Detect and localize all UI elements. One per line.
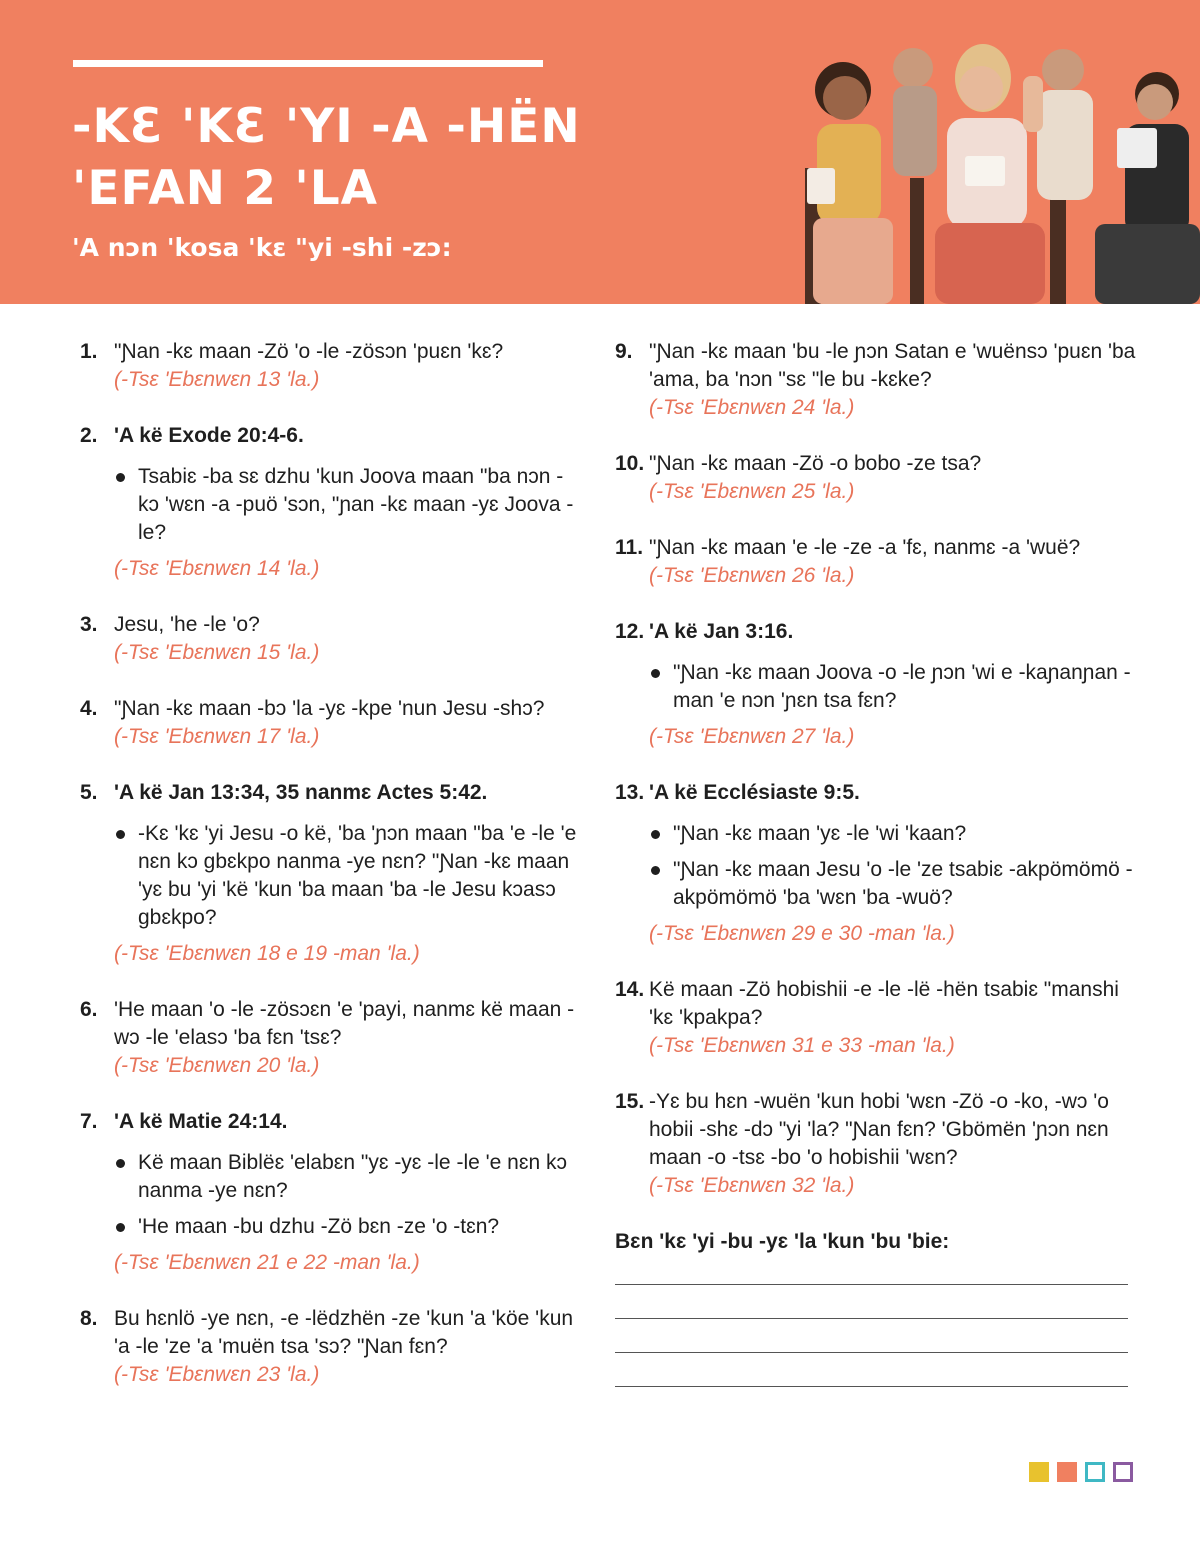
lesson-reference: (-Tsɛ 'Ebɛnwɛn 17 'la.): [114, 725, 320, 748]
question-text: "Ɲan -kɛ maan -Zö -o bobo -ze tsa?: [649, 452, 982, 475]
question-item: [80, 1108, 580, 1277]
note-line[interactable]: [615, 1318, 1128, 1319]
question-number: 7.: [80, 1110, 98, 1133]
square-teal: [1085, 1462, 1105, 1482]
question-item: [615, 534, 1145, 590]
question-item: [615, 338, 1145, 422]
lesson-reference: (-Tsɛ 'Ebɛnwɛn 15 'la.): [114, 641, 320, 664]
bullet-icon: [116, 1159, 125, 1168]
bullet-list: [649, 820, 1145, 912]
question-item: [615, 976, 1145, 1060]
questions-left-column: [80, 338, 580, 1417]
bullet-text: "Ɲan -kɛ maan Joova -o -le ɲɔn 'wi e -kaɲanɲan -man 'e nɔn 'ɲɛn tsa fɛn?: [673, 661, 1131, 712]
bullet-item: [114, 820, 580, 932]
header-banner: [0, 0, 1200, 304]
bullet-text: "Ɲan -kɛ maan Jesu 'o -le 'ze tsabiɛ -akpömömö -akpömömö 'ba 'wɛn 'ba -wuö?: [673, 858, 1133, 909]
bullet-icon: [651, 830, 660, 839]
question-text: 'A kë Jan 3:16.: [649, 620, 794, 643]
audience-illustration: [785, 28, 1200, 304]
lesson-reference: (-Tsɛ 'Ebɛnwɛn 32 'la.): [649, 1174, 855, 1197]
question-item: [80, 779, 580, 968]
page-title: [72, 96, 632, 220]
lesson-reference: (-Tsɛ 'Ebɛnwɛn 29 e 30 -man 'la.): [649, 922, 955, 945]
question-text: 'A kë Ecclésiaste 9:5.: [649, 781, 860, 804]
bullet-icon: [116, 1223, 125, 1232]
lesson-reference: (-Tsɛ 'Ebɛnwɛn 13 'la.): [114, 368, 320, 391]
bullet-text: "Ɲan -kɛ maan 'yɛ -le 'wi 'kaan?: [673, 822, 967, 845]
bullet-item: [114, 1213, 580, 1241]
question-item: [80, 338, 580, 394]
bullet-text: Kë maan Biblëɛ 'elabɛn "yɛ -yɛ -le -le 'e nɛn kɔ nanma -ye nɛn?: [138, 1151, 567, 1202]
note-line[interactable]: [615, 1386, 1128, 1387]
lesson-reference: (-Tsɛ 'Ebɛnwɛn 24 'la.): [649, 396, 855, 419]
lesson-reference: (-Tsɛ 'Ebɛnwɛn 23 'la.): [114, 1363, 320, 1386]
bullet-item: [649, 856, 1145, 912]
question-number: 2.: [80, 424, 98, 447]
bullet-item: [649, 659, 1145, 715]
square-purple: [1113, 1462, 1133, 1482]
square-yellow: [1029, 1462, 1049, 1482]
question-number: 12.: [615, 620, 645, 643]
note-line[interactable]: [615, 1284, 1128, 1285]
question-text: 'A kë Exode 20:4-6.: [114, 424, 304, 447]
title-line-1: -KƐ 'KƐ 'YI -A -HËN: [72, 99, 581, 154]
bullet-list: [114, 1149, 580, 1241]
question-text: "Ɲan -kɛ maan 'e -le -ze -a 'fɛ, nanmɛ -a 'wuë?: [649, 536, 1081, 559]
question-item: [80, 611, 580, 667]
question-text: Bu hɛnlö -ye nɛn, -e -lëdzhën -ze 'kun 'a 'köe 'kun 'a -le 'ze 'a 'muën tsa 'sɔ? "Ɲan fɛn?: [114, 1307, 574, 1358]
bullet-list: [114, 820, 580, 932]
question-number: 4.: [80, 697, 98, 720]
question-item: [80, 996, 580, 1080]
note-line[interactable]: [615, 1352, 1128, 1353]
question-item: [80, 695, 580, 751]
square-orange: [1057, 1462, 1077, 1482]
lesson-reference: (-Tsɛ 'Ebɛnwɛn 20 'la.): [114, 1054, 320, 1077]
question-text: 'A kë Matie 24:14.: [114, 1110, 288, 1133]
notes-title: Bɛn 'kɛ 'yi -bu -yɛ 'la 'kun 'bu 'bie:: [615, 1230, 950, 1253]
question-text: "Ɲan -kɛ maan 'bu -le ɲɔn Satan e 'wuënsɔ 'puɛn 'ba 'ama, ba 'nɔn "sɛ "le bu -kɛke?: [649, 340, 1136, 391]
lesson-reference: (-Tsɛ 'Ebɛnwɛn 25 'la.): [649, 480, 855, 503]
bullet-list: [114, 463, 580, 547]
bullet-icon: [651, 866, 660, 875]
question-item: [615, 450, 1145, 506]
question-text: -Yɛ bu hɛn -wuën 'kun hobi 'wɛn -Zö -o -ko, -wɔ 'o hobii -shɛ -dɔ "yi 'la? "Ɲan fɛn? 'Gbömën 'ɲɔn nɛn maan -o -tsɛ -bo 'o hobishii 'wɛn?: [649, 1090, 1109, 1169]
question-number: 6.: [80, 998, 98, 1021]
question-text: Jesu, 'he -le 'o?: [114, 613, 260, 636]
question-text: Kë maan -Zö hobishii -e -le -lë -hën tsabiɛ "manshi 'kɛ 'kpakpa?: [649, 978, 1119, 1029]
bullet-icon: [116, 830, 125, 839]
question-number: 1.: [80, 340, 98, 363]
question-text: "Ɲan -kɛ maan -bɔ 'la -yɛ -kpe 'nun Jesu -shɔ?: [114, 697, 545, 720]
notes-section: [615, 1228, 1145, 1387]
question-number: 15.: [615, 1090, 645, 1113]
lesson-reference: (-Tsɛ 'Ebɛnwɛn 26 'la.): [649, 564, 855, 587]
header-rule: [73, 60, 543, 67]
bullet-item: [114, 1149, 580, 1205]
question-item: [80, 422, 580, 583]
question-number: 11.: [615, 536, 644, 559]
question-item: [80, 1305, 580, 1389]
questions-right-column: [615, 338, 1145, 1387]
question-item: [615, 779, 1145, 948]
color-squares-icon: [1029, 1462, 1133, 1482]
bullet-icon: [116, 473, 125, 482]
question-item: [615, 1088, 1145, 1200]
title-line-2: 'EFAN 2 'LA: [72, 161, 379, 216]
bullet-item: [114, 463, 580, 547]
bullet-text: 'He maan -bu dzhu -Zö bɛn -ze 'o -tɛn?: [138, 1215, 500, 1238]
lesson-reference: (-Tsɛ 'Ebɛnwɛn 21 e 22 -man 'la.): [114, 1251, 420, 1274]
bullet-icon: [651, 669, 660, 678]
bullet-text: Tsabiɛ -ba sɛ dzhu 'kun Joova maan "ba nɔn -kɔ 'wɛn -a -puö 'sɔn, "ɲan -kɛ maan -yɛ Joova -le?: [138, 465, 574, 544]
question-number: 10.: [615, 452, 645, 475]
question-text: "Ɲan -kɛ maan -Zö 'o -le -zösɔn 'puɛn 'kɛ?: [114, 340, 504, 363]
question-number: 13.: [615, 781, 645, 804]
question-number: 3.: [80, 613, 98, 636]
question-text: 'He maan 'o -le -zösɔɛn 'e 'payi, nanmɛ kë maan -wɔ -le 'elasɔ 'ba fɛn 'tsɛ?: [114, 998, 575, 1049]
bullet-list: [649, 659, 1145, 715]
question-number: 14.: [615, 978, 645, 1001]
lesson-reference: (-Tsɛ 'Ebɛnwɛn 31 e 33 -man 'la.): [649, 1034, 955, 1057]
question-number: 9.: [615, 340, 633, 363]
bullet-item: [649, 820, 1145, 848]
question-number: 8.: [80, 1307, 98, 1330]
question-number: 5.: [80, 781, 98, 804]
lesson-reference: (-Tsɛ 'Ebɛnwɛn 18 e 19 -man 'la.): [114, 942, 420, 965]
question-text: 'A kë Jan 13:34, 35 nanmɛ Actes 5:42.: [114, 781, 488, 804]
bullet-text: -Kɛ 'kɛ 'yi Jesu -o kë, 'ba 'ɲɔn maan "ba 'e -le 'e nɛn kɔ gbɛkpo nanma -ye nɛn? "Ɲan -kɛ maan 'yɛ bu 'yi 'kë 'kun 'ba maan 'ba -le Jesu kɔasɔ gbɛkpo?: [138, 822, 577, 929]
page-subtitle: 'A nɔn 'kosa 'kɛ "yi -shi -zɔ:: [72, 233, 452, 262]
lesson-reference: (-Tsɛ 'Ebɛnwɛn 14 'la.): [114, 557, 320, 580]
lesson-reference: (-Tsɛ 'Ebɛnwɛn 27 'la.): [649, 725, 855, 748]
question-item: [615, 618, 1145, 751]
questions-right-list: [615, 338, 1145, 1200]
